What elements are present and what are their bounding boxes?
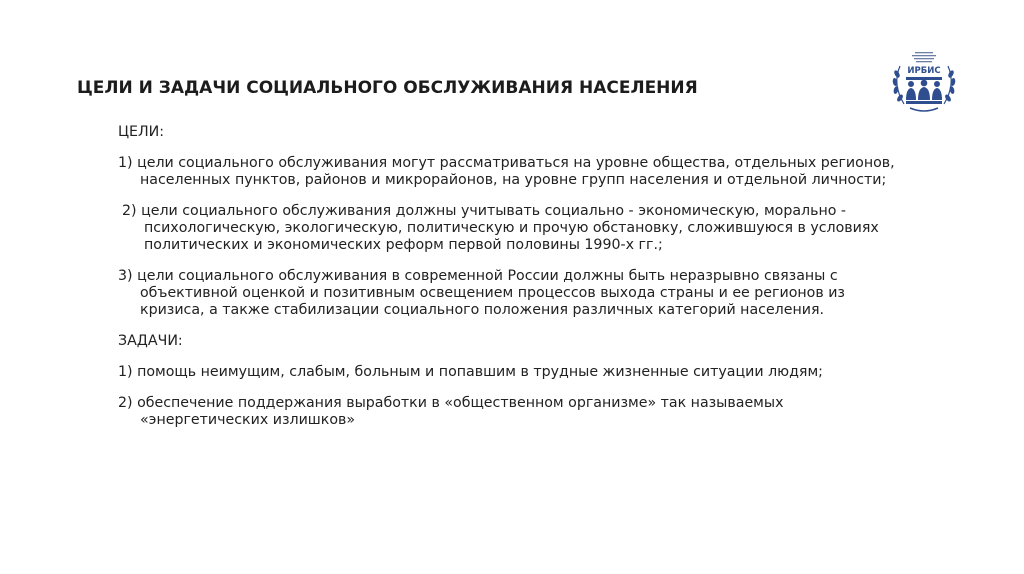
goals-label: ЦЕЛИ:: [118, 124, 165, 140]
irbis-logo-icon: [886, 44, 962, 120]
tasks-label: ЗАДАЧИ:: [118, 333, 183, 349]
slide-body: [118, 124, 898, 443]
goal-item-1: 1) цели социального обслуживания могут рассматриваться на уровне общества, отдельных регионов, населенных пунктов, районов и микрорайонов, на уровне групп населения и отдельной личности;: [118, 155, 895, 188]
task-item-1: 1) помощь неимущим, слабым, больным и попавшим в трудные жизненные ситуации людям;: [118, 364, 823, 380]
goal-item-3: 3) цели социального обслуживания в современной России должны быть неразрывно связаны с объективной оценкой и позитивным освещением процессов выхода страны и ее регионов из кризиса, а также стабилизации социального положения различных категорий населения.: [118, 268, 845, 318]
goal-item-2: 2) цели социального обслуживания должны учитывать социально - экономическую, морально - психологическую, экологическую, политическую и прочую обстановку, сложившуюся в условиях политических и экономических реформ первой половины 1990-х гг.;: [122, 203, 879, 253]
task-item-2: 2) обеспечение поддержания выработки в «общественном организме» так называемых «энергетических излишков»: [118, 395, 784, 428]
svg-text:ИРБИС: ИРБИС: [907, 66, 941, 76]
slide-title: ЦЕЛИ И ЗАДАЧИ СОЦИАЛЬНОГО ОБСЛУЖИВАНИЯ НАСЕЛЕНИЯ: [77, 78, 698, 98]
